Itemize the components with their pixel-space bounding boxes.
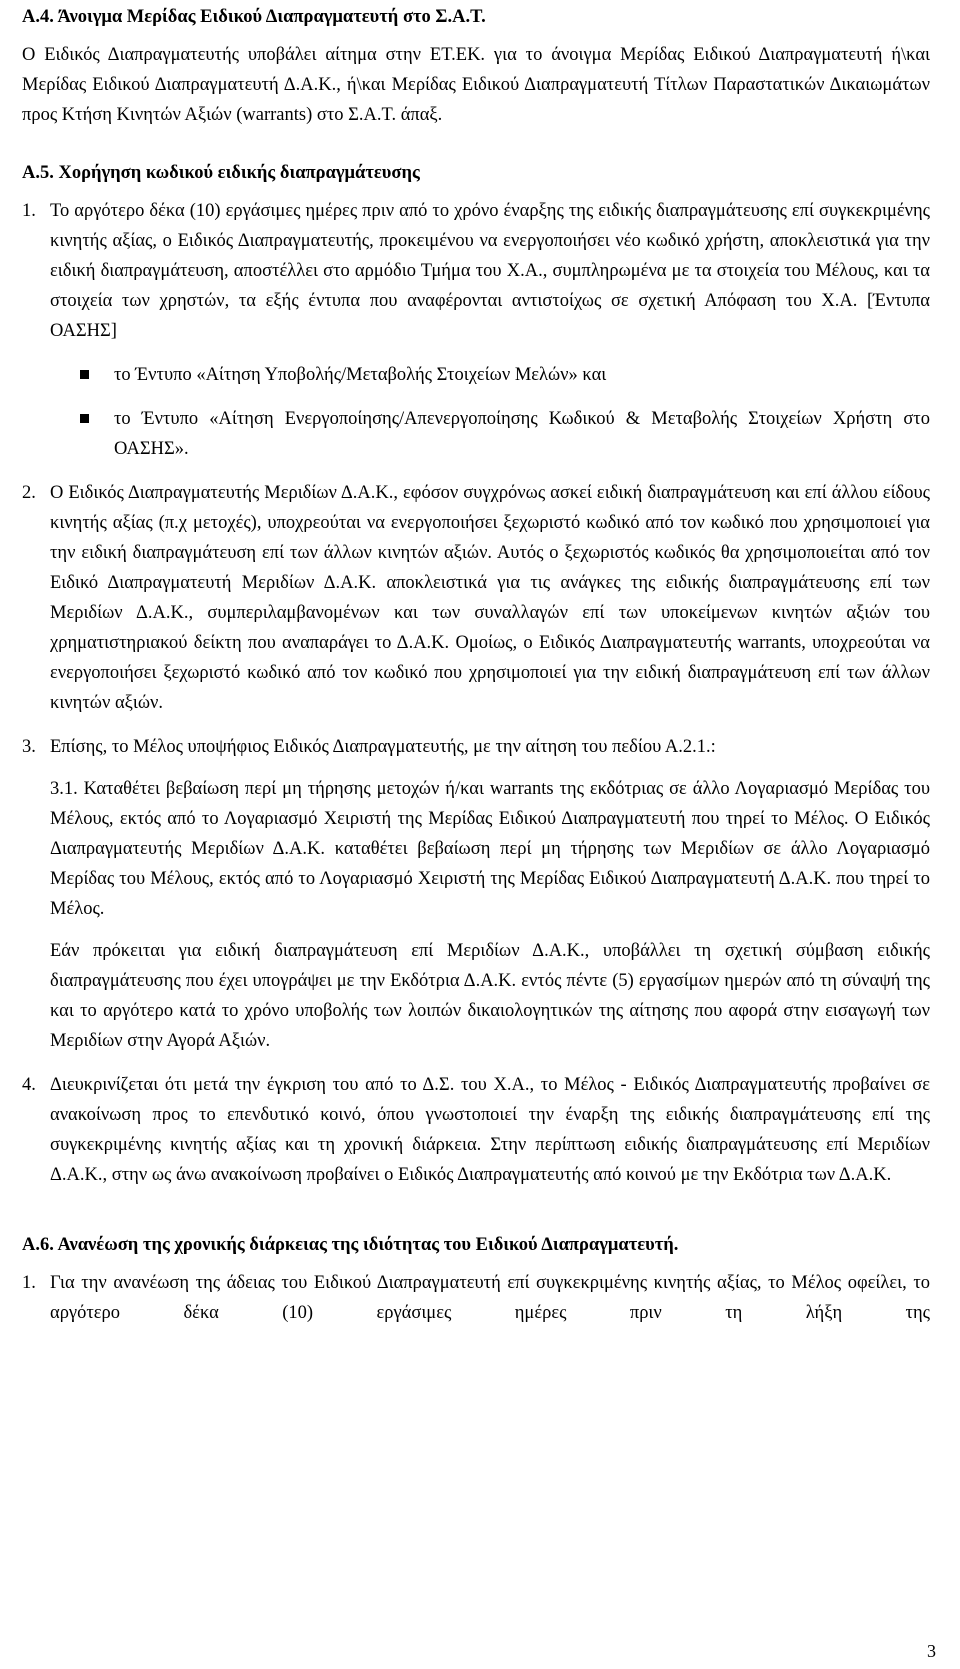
square-bullet-icon xyxy=(80,370,89,379)
section-a4-title: Α.4. Άνοιγμα Μερίδας Ειδικού Διαπραγματευτή στο Σ.Α.Τ. xyxy=(22,7,486,27)
subsection-text: 3.1. Καταθέτει βεβαίωση περί μη τήρησης μετοχών ή/και warrants της εκδότριας σε άλλο Λογαριασμό Μερίδας του Μέλους, εκτός από το Λογαριασμό Χειριστή της Μερίδας Ειδικού Διαπραγματευτή που τηρεί το Μέλος. Ο Ειδικός Διαπραγματευτής Μεριδίων Δ.Α.Κ. καταθέτει βεβαίωση περί μη τήρησης των Μεριδίων σε άλλο Λογαριασμό Μερίδας του Μέλους, εκτός από το Λογαριασμό Χειριστή της Μερίδας Ειδικού Διαπραγματευτή Δ.Α.Κ. που τηρεί το Μέλος. xyxy=(50,779,930,919)
document-page xyxy=(22,2,930,1328)
section-a5-item-4 xyxy=(22,1070,930,1190)
item-text: Ο Ειδικός Διαπραγματευτής Μεριδίων Δ.Α.Κ., εφόσον συγχρόνως ασκεί ειδική διαπραγμάτευση και επί άλλου είδους κινητής αξίας (π.χ μετοχές), υποχρεούται να ενεργοποιήσει ξεχωριστό κωδικό από τον κωδικό που χρησιμοποιεί για την ειδική διαπραγμάτευση επί των άλλων κινητών αξιών. Αυτός ο ξεχωριστός κωδικός θα χρησιμοποιείται από τον Ειδικό Διαπραγματευτή Μεριδίων Δ.Α.Κ. αποκλειστικά για τις ανάγκες της ειδικής διαπραγμάτευσης επί των Μεριδίων Δ.Α.Κ., συμπεριλαμβανομένων και των συναλλαγών επί των υποκείμενων κινητών αξιών του χρηματιστηριακού δείκτη που αναπαράγει το Δ.Α.Κ. Ομοίως, ο Ειδικός Διαπραγματευτής warrants, υποχρεούται να ενεργοποιήσει ξεχωριστό κωδικό από τον κωδικό που χρησιμοποιεί για την ειδική διαπραγμάτευση επί των άλλων κινητών αξιών. xyxy=(50,483,930,713)
section-a4-body: Ο Ειδικός Διαπραγματευτής υποβάλει αίτημα στην ΕΤ.ΕΚ. για το άνοιγμα Μερίδας Ειδικού Διαπραγματευτή ή\και Μερίδας Ειδικού Διαπραγματευτή Δ.Α.Κ., ή\και Μερίδας Ειδικού Διαπραγματευτή Τίτλων Παραστατικών Δικαιωμάτων προς Κτήση Κινητών Αξιών (warrants) στο Σ.Α.Τ. άπαξ. xyxy=(22,45,930,125)
item-text: Για την ανανέωση της άδειας του Ειδικού Διαπραγματευτή επί συγκεκριμένης κινητής αξίας, το Μέλος οφείλει, το αργότερο δέκα (10) εργάσιμες ημέρες πριν τη λήξη της xyxy=(50,1273,930,1323)
item-number: 3. xyxy=(22,737,36,757)
item-number: 4. xyxy=(22,1075,36,1095)
section-a6-title: Α.6. Ανανέωση της χρονικής διάρκειας της ιδιότητας του Ειδικού Διαπραγματευτή. xyxy=(22,1235,679,1255)
item-number: 1. xyxy=(22,1273,36,1293)
item-number: 2. xyxy=(22,483,36,503)
section-a6-item-1 xyxy=(22,1268,930,1328)
subsection-3-1-continued xyxy=(22,936,930,1056)
bullet-item xyxy=(22,360,930,390)
item-text: Επίσης, το Μέλος υποψήφιος Ειδικός Διαπραγματευτής, με την αίτηση του πεδίου Α.2.1.: xyxy=(50,737,716,757)
item-text: Το αργότερο δέκα (10) εργάσιμες ημέρες πριν από το χρόνο έναρξης της ειδικής διαπραγμάτευσης επί συγκεκριμένης κινητής αξίας, ο Ειδικός Διαπραγματευτής, προκειμένου να ενεργοποιήσει νέο κωδικό χρήστη, αποκλειστικά για την ειδική διαπραγμάτευση, αποστέλλει στο αρμόδιο Τμήμα του Χ.Α., συμπληρωμένα με τα στοιχεία του Μέλους, και τα στοιχεία των χρηστών, τα εξής έντυπα που αναφέρονται αντιστοίχως σε σχετική Απόφαση του Χ.Α. [Έντυπα ΟΑΣΗΣ] xyxy=(50,201,930,341)
section-a5-item-1 xyxy=(22,196,930,346)
subsection-text: Εάν πρόκειται για ειδική διαπραγμάτευση επί Μεριδίων Δ.Α.Κ., υποβάλλει τη σχετική σύμβαση ειδικής διαπραγμάτευσης που έχει υπογράψει με την Εκδότρια Δ.Α.Κ. εντός πέντε (5) εργασίμων ημερών από τη σύναψή της και το αργότερο κατά το χρόνο υποβολής των λοιπών δικαιολογητικών της αίτησης που αφορά στην εισαγωγή των Μεριδίων στην Αγορά Αξιών. xyxy=(50,941,930,1051)
section-a5-title: Α.5. Χορήγηση κωδικού ειδικής διαπραγμάτευσης xyxy=(22,163,420,183)
page-number: 3 xyxy=(927,1641,936,1661)
section-a5-item-3 xyxy=(22,732,930,762)
subsection-3-1 xyxy=(22,774,930,924)
bullet-item xyxy=(22,404,930,464)
section-a5-item-2 xyxy=(22,478,930,718)
item-number: 1. xyxy=(22,201,36,221)
bullet-text: το Έντυπο «Αίτηση Ενεργοποίησης/Απενεργοποίησης Κωδικού & Μεταβολής Στοιχείων Χρήστη στο ΟΑΣΗΣ». xyxy=(114,409,930,459)
square-bullet-icon xyxy=(80,414,89,423)
item-text: Διευκρινίζεται ότι μετά την έγκριση του από το Δ.Σ. του Χ.Α., το Μέλος - Ειδικός Διαπραγματευτής προβαίνει σε ανακοίνωση προς το επενδυτικό κοινό, όπου γνωστοποιεί την έναρξη της ειδικής διαπραγμάτευσης επί της συγκεκριμένης κινητής αξίας και τη χρονική διάρκεια. Στην περίπτωση ειδικής διαπραγμάτευσης επί Μεριδίων Δ.Α.Κ., στην ως άνω ανακοίνωση προβαίνει ο Ειδικός Διαπραγματευτής από κοινού με την Εκδότρια των Δ.Α.Κ. xyxy=(50,1075,930,1185)
bullet-text: το Έντυπο «Αίτηση Υποβολής/Μεταβολής Στοιχείων Μελών» και xyxy=(114,365,607,385)
